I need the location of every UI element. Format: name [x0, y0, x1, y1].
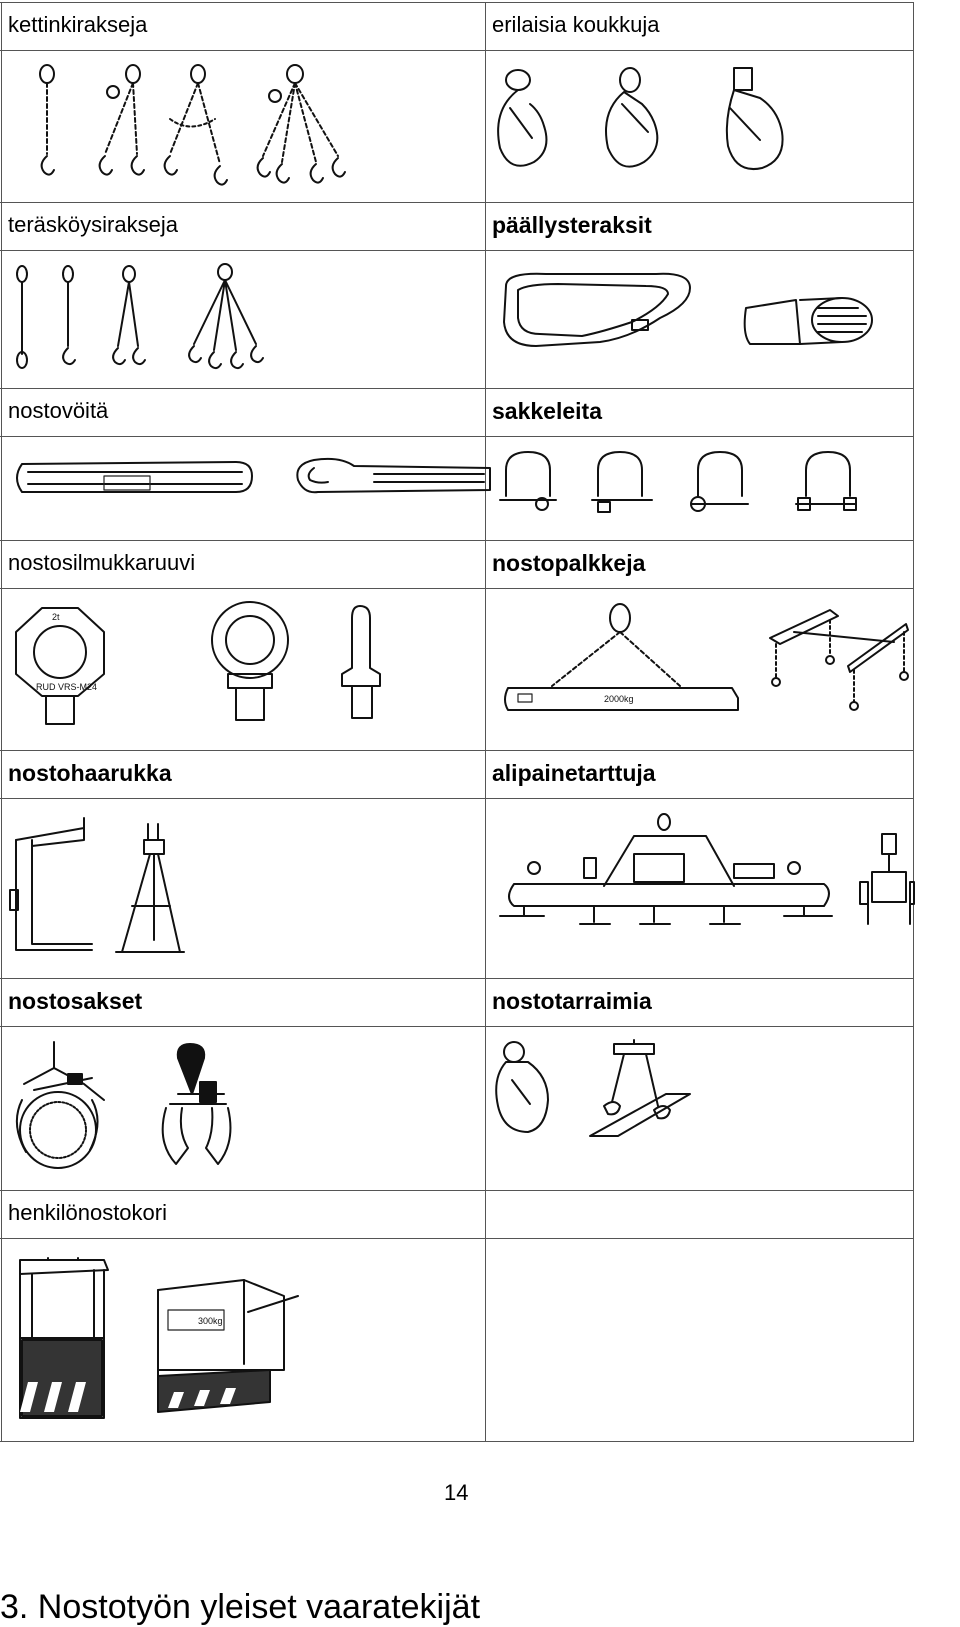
label-nostotarraimia: nostotarraimia [492, 988, 652, 1014]
chain-slings-illustration [20, 64, 360, 184]
plate-clamps-illustration [494, 1040, 694, 1140]
table-line [0, 588, 914, 589]
table-border-top [0, 2, 914, 3]
label-sakkeleita: sakkeleita [492, 398, 602, 424]
table-line [0, 250, 914, 251]
table-line [0, 978, 914, 979]
label-nostohaarukka: nostohaarukka [8, 760, 172, 786]
table-line [0, 540, 914, 541]
section-heading: 3. Nostotyön yleiset vaaratekijät [0, 1588, 481, 1626]
eye-bolts-illustration [14, 604, 404, 729]
table-line [0, 388, 914, 389]
hooks-illustration [494, 64, 794, 179]
label-alipainetarttuja: alipainetarttuja [492, 760, 656, 786]
lifting-straps-illustration [14, 452, 494, 504]
label-paallysteraksit: päällysteraksit [492, 212, 652, 238]
label-nostosakset: nostosakset [8, 988, 143, 1014]
basket-sign-text: 300kg [198, 1316, 223, 1326]
lifting-tongs-illustration [10, 1038, 240, 1173]
table-line [0, 1238, 914, 1239]
round-slings-illustration [496, 264, 886, 359]
label-nostosilmukkaruuvi: nostosilmukkaruuvi [8, 550, 196, 575]
label-nostovoita: nostovöitä [8, 398, 109, 423]
table-line [0, 1190, 914, 1191]
table-line [0, 202, 914, 203]
wire-rope-slings-illustration [12, 262, 272, 377]
table-border-left [1, 2, 2, 1441]
page-number: 14 [444, 1480, 469, 1505]
table-line [0, 50, 914, 51]
label-henkilonostokori: henkilönostokori [8, 1200, 167, 1225]
table-border-right [913, 2, 914, 1441]
shackles-illustration [494, 448, 864, 523]
label-terasköysirakseja: teräsköysirakseja [8, 212, 178, 237]
table-line [0, 1026, 914, 1027]
lifting-forks-illustration [8, 810, 188, 960]
table-line [0, 750, 914, 751]
beam-rating-text: 2000kg [604, 694, 634, 704]
vacuum-lifters-illustration [494, 812, 914, 932]
table-line [0, 436, 914, 437]
eyebolt-rating-text: 2t [52, 612, 60, 622]
table-column-divider [485, 2, 486, 1441]
eyebolt-marking-text: RUD VRS-M24 [36, 682, 98, 692]
label-nostopalkkeja: nostopalkkeja [492, 550, 646, 576]
lifting-beams-illustration [494, 602, 914, 717]
table-border-bottom [0, 1441, 914, 1442]
table-line [0, 798, 914, 799]
personnel-baskets-illustration [8, 1252, 348, 1427]
label-kettinkirakseja: kettinkirakseja [8, 12, 148, 37]
label-erilaisia-koukkuja: erilaisia koukkuja [492, 12, 660, 37]
